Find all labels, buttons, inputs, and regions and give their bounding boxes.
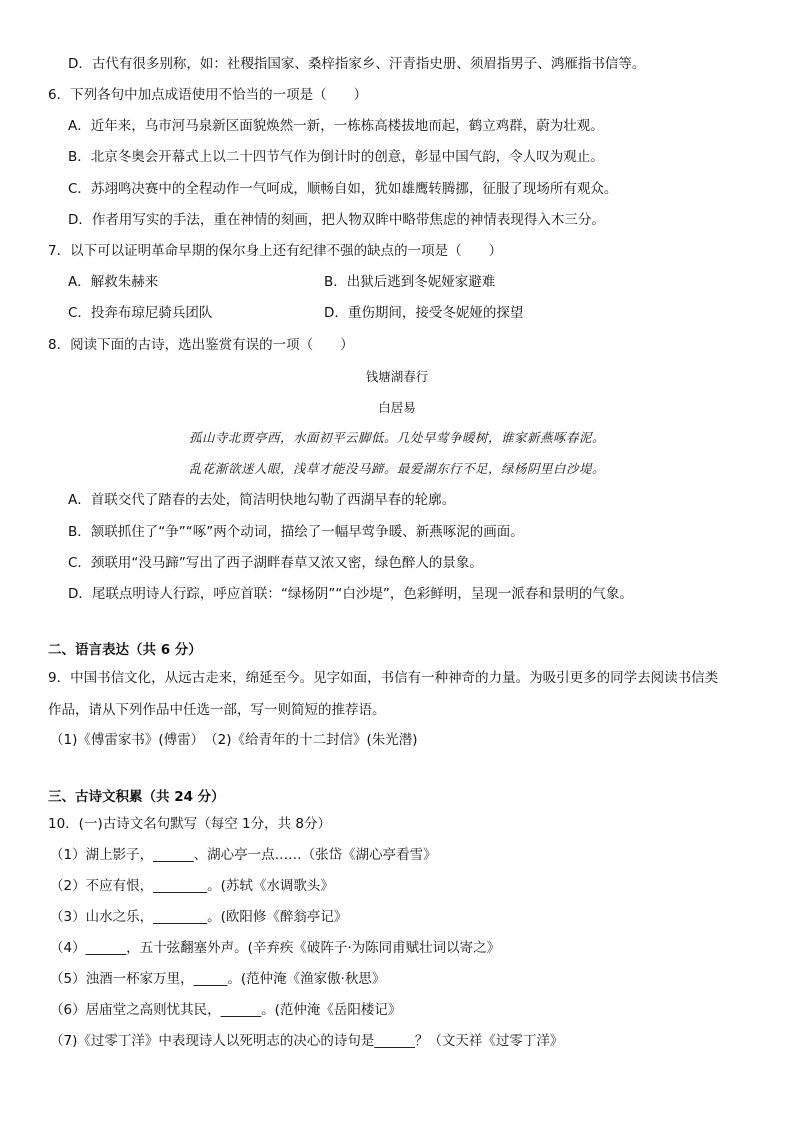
q10-item-3: （3）山水之乐，________。(欧阳修《醉翁亭记》 [50,909,348,925]
q8-option-c: C．颈联用“没马蹄”写出了西子湖畔春草又浓又密，绿色醉人的景象。 [68,555,483,571]
q9-choices: （1)《傅雷家书》(傅雷） （2)《给青年的十二封信》(朱光潜) [50,732,418,748]
poem-title: 钱塘湖春行 [365,369,429,384]
section-2-title: 二、语言表达（共 6 分） [48,642,202,658]
poem-line-2: 乱花渐欲迷人眼，浅草才能没马蹄。最爱湖东行不足，绿杨阴里白沙堤。 [188,461,605,476]
q5-option-d: D．古代有很多别称，如：社稷指国家、桑梓指家乡、汗青指史册、须眉指男子、鸿雁指书信等。 [68,56,646,72]
q10-item-5: （5）浊酒一杯家万里，_____。(范仲淹《渔家傲·秋思》 [50,971,386,987]
q9-line-2: 作品，请从下列作品中任选一部，写一则简短的推荐语。 [48,702,386,718]
q7-option-a: A．解救朱赫来 [68,274,159,290]
q6-option-b: B．北京冬奥会开幕式上以二十四节气作为倒计时的创意，彰显中国气韵，令人叹为观止。 [68,149,604,165]
q8-option-b: B．颔联抓住了“争”“啄”两个动词，描绘了一幅早莺争暖、新燕啄泥的画面。 [68,524,524,540]
q9-line-1: 9．中国书信文化，从远古走来，绵延至今。见字如面，书信有一种神奇的力量。为吸引更多的同学去阅读书信类 [48,670,719,686]
q10-item-7: （7)《过零丁洋》中表现诗人以死明志的决心的诗句是______？（文天祥《过零丁洋》 [50,1033,564,1049]
q7-option-c: C．投奔布琼尼骑兵团队 [68,305,213,321]
q7-option-b: B．出狱后逃到冬妮娅家避难 [324,274,496,290]
q6-option-d: D．作者用写实的手法，重在神情的刻画，把人物双眸中略带焦虑的神情表现得入木三分。 [68,212,605,228]
q10-stem: 10．(一)古诗文名句默写（每空 1分，共 8分） [48,816,331,832]
q10-item-4: （4）______，五十弦翻塞外声。(辛弃疾《破阵子·为陈同甫赋壮词以寄之》 [50,940,501,956]
section-3-title: 三、古诗文积累（共 24 分） [48,789,225,805]
q10-item-6: （6）居庙堂之高则忧其民，______。(范仲淹《岳阳楼记》 [50,1002,402,1018]
q10-item-1: （1）湖上影子，______、湖心亭一点……（张岱《湖心亭看雪》 [50,847,437,863]
q6-stem: 6．下列各句中加点成语使用不恰当的一项是（ ） [48,87,368,103]
q6-option-a: A．近年来，乌市河马泉新区面貌焕然一新，一栋栋高楼拔地而起，鹤立鸡群，蔚为壮观。 [68,118,604,134]
q8-option-a: A．首联交代了踏春的去处，简洁明快地勾勒了西湖早春的轮廓。 [68,492,456,508]
q7-stem: 7．以下可以证明革命早期的保尔身上还有纪律不强的缺点的一项是（ ） [48,243,503,259]
q8-stem: 8．阅读下面的古诗，选出鉴赏有误的一项（ ） [48,337,354,353]
poem-author: 白居易 [378,400,416,415]
q6-option-c: C．苏翊鸣决赛中的全程动作一气呵成，顺畅自如，犹如雄鹰转腾挪，征服了现场所有观众。 [68,181,618,197]
poem-line-1: 孤山寺北贾亭西，水面初平云脚低。几处早莺争暖树，谁家新燕啄春泥。 [188,430,605,445]
q10-item-2: （2）不应有恨，________。(苏轼《水调歌头》 [50,878,334,894]
q7-option-d: D．重伤期间，接受冬妮娅的探望 [324,305,524,321]
q8-option-d: D．尾联点明诗人行踪，呼应首联：“绿杨阴”“白沙堤”，色彩鲜明，呈现一派春和景明的气象。 [68,586,633,602]
